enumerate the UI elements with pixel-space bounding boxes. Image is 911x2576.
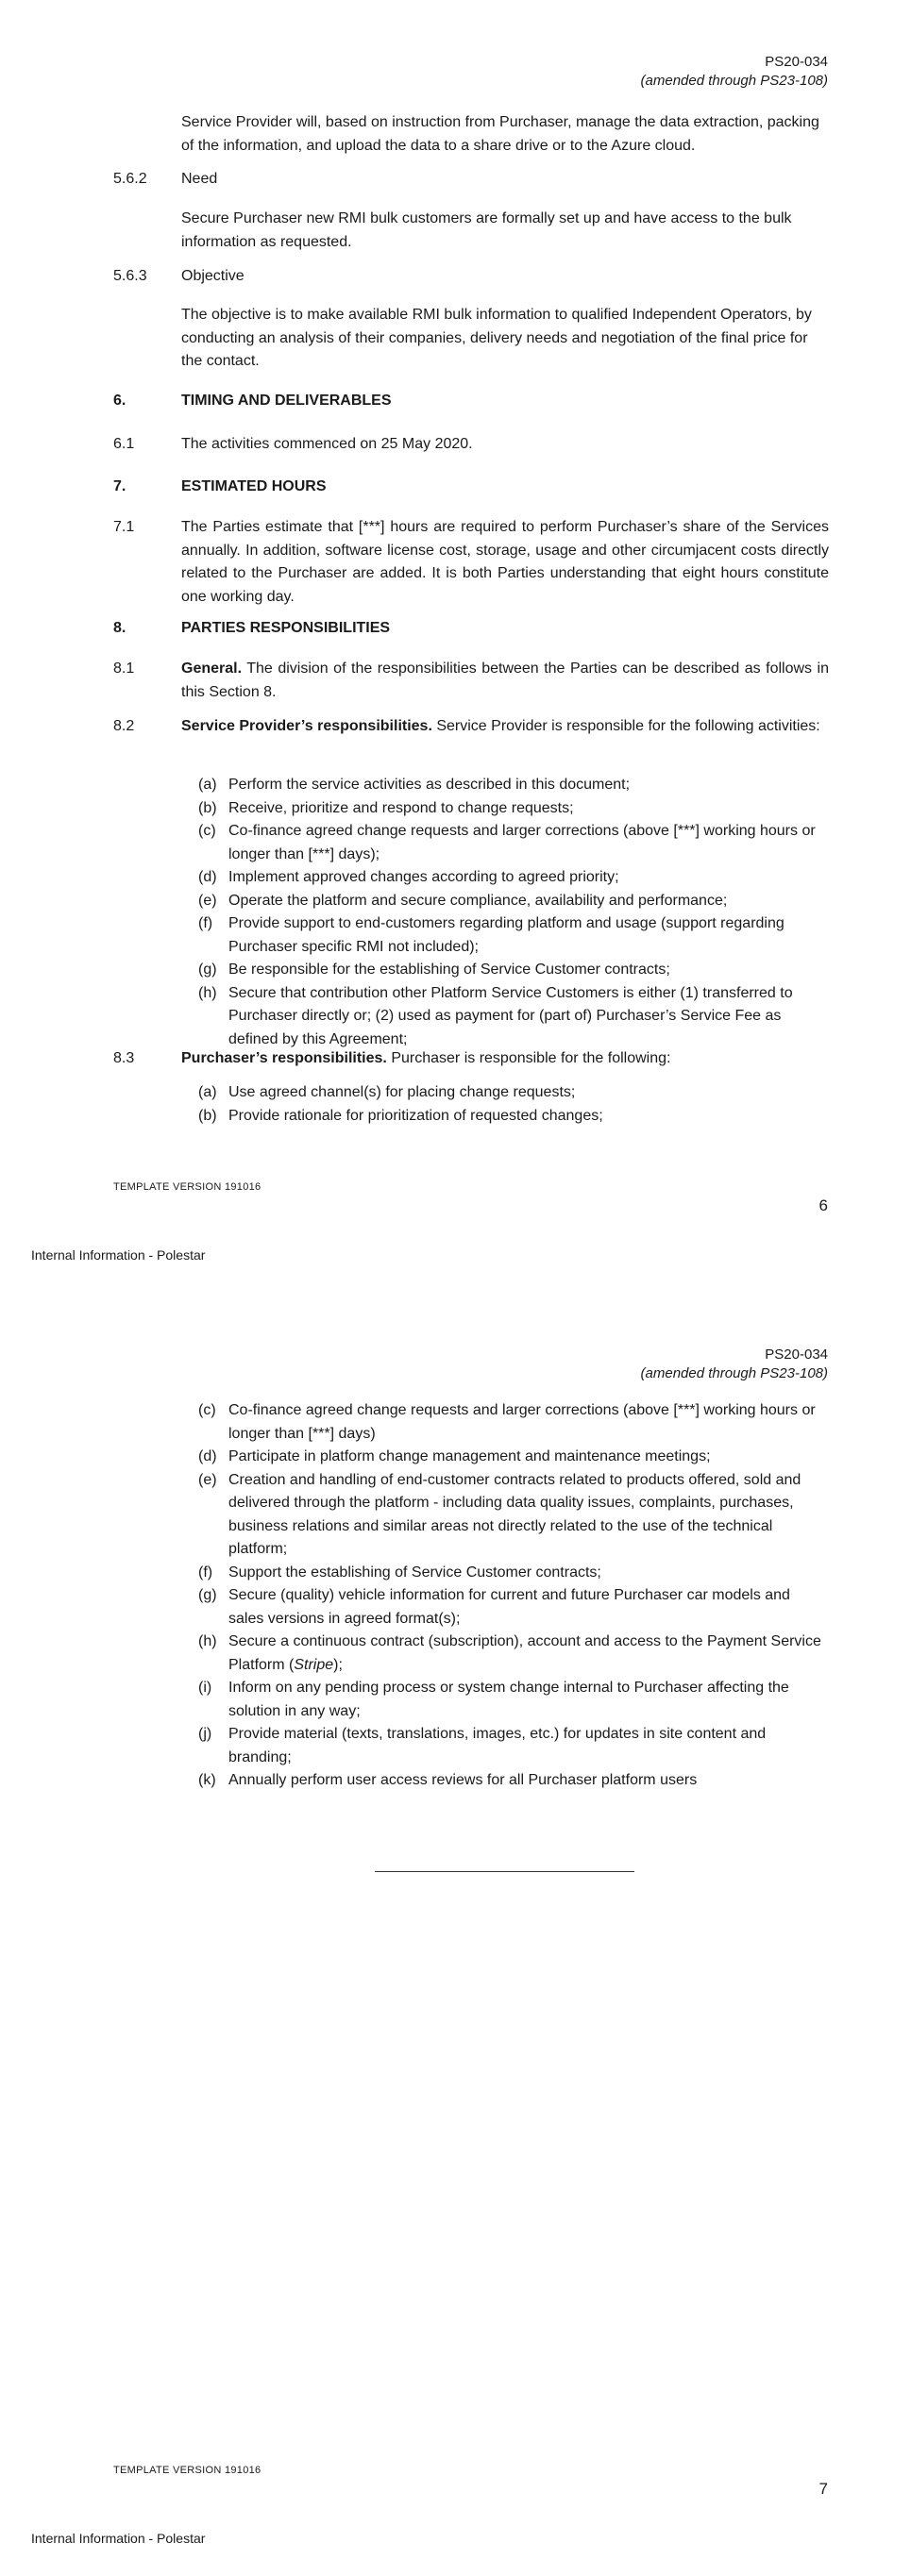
section-number-7: 7. — [113, 478, 127, 494]
list-item-label: (c) — [198, 1402, 216, 1418]
list-item-text: Secure (quality) vehicle information for current and future Purchaser car models and sales versions in agreed format(s); — [228, 1587, 790, 1627]
list-item — [198, 1769, 829, 1793]
list-item-label: (g) — [198, 962, 217, 978]
list-item-text-end: ); — [333, 1656, 343, 1673]
service-provider-list — [198, 774, 829, 1051]
list-item-label: (g) — [198, 1587, 217, 1603]
list-item-text: Be responsible for the establishing of Service Customer contracts; — [228, 962, 670, 978]
list-item-text: Operate the platform and secure compliance, availability and performance; — [228, 892, 728, 909]
list-item-label: (i) — [198, 1680, 212, 1696]
list-item — [198, 1469, 829, 1562]
purchaser-lead: Purchaser’s responsibilities. — [181, 1050, 387, 1066]
list-item-label: (a) — [198, 777, 217, 793]
list-item — [198, 1584, 829, 1631]
purchaser-list-continued — [198, 1399, 829, 1793]
template-version: TEMPLATE VERSION 191016 — [113, 2465, 261, 2476]
list-item-text: Provide rationale for prioritization of requested changes; — [228, 1107, 603, 1124]
timing-paragraph: The activities commenced on 25 May 2020. — [181, 436, 473, 452]
general-paragraph — [181, 658, 829, 704]
page-number: 6 — [818, 1196, 828, 1214]
document-id: PS20-034 — [765, 54, 828, 70]
list-item-text: Use agreed channel(s) for placing change requests; — [228, 1084, 576, 1100]
service-provider-text: Service Provider is responsible for the following activities: — [431, 718, 820, 734]
purchaser-text: Purchaser is responsible for the following: — [386, 1050, 671, 1066]
list-item-text: Co-finance agreed change requests and larger corrections (above [***] working hours or longer than [***] days) — [228, 1402, 816, 1442]
list-item — [198, 982, 829, 1052]
list-item-label: (f) — [198, 915, 213, 931]
section-number-8-3: 8.3 — [113, 1050, 135, 1066]
classification-footer: Internal Information - Polestar — [31, 1247, 206, 1263]
section-number-8: 8. — [113, 620, 127, 636]
list-item — [198, 890, 829, 913]
list-item — [198, 774, 829, 797]
list-item-label: (h) — [198, 1633, 217, 1649]
need-paragraph: Secure Purchaser new RMI bulk customers are formally set up and have access to the bulk information as requested. — [181, 210, 792, 250]
list-item — [198, 1631, 829, 1677]
list-item-label: (k) — [198, 1772, 216, 1788]
list-item — [198, 866, 829, 890]
estimated-hours-paragraph: The Parties estimate that [***] hours are required to perform Purchaser’s share of the Services annually. In addition, software license cost, storage, usage and other circumjacent costs directly related to the Purchaser are added. It is both Parties understanding that eight hours constitute one working day. — [181, 519, 829, 605]
classification-footer: Internal Information - Polestar — [31, 2531, 206, 2546]
list-item-label: (d) — [198, 1448, 217, 1464]
document-page-7 — [0, 1293, 911, 2576]
list-item-label: (e) — [198, 1471, 217, 1488]
list-item-text: Inform on any pending process or system change internal to Purchaser affecting the solution in any way; — [228, 1680, 789, 1719]
list-item-label: (c) — [198, 823, 216, 839]
list-item-text: Annually perform user access reviews for all Purchaser platform users — [228, 1772, 698, 1788]
section-number-6: 6. — [113, 393, 127, 409]
document-id: PS20-034 — [765, 1347, 828, 1363]
section-number-6-1: 6.1 — [113, 436, 135, 452]
list-item — [198, 1399, 829, 1446]
list-item-label: (e) — [198, 892, 217, 909]
purchaser-paragraph — [181, 1047, 829, 1071]
list-item — [198, 1081, 829, 1105]
section-number-5-6-3: 5.6.3 — [113, 268, 147, 284]
list-item-text: Secure that contribution other Platform Service Customers is either (1) transferred to Purchaser directly or; (2) used as payment for (part of) Purchaser’s Service Fee as defined by this Agreement; — [228, 984, 793, 1047]
list-item-italic-text: Stripe — [294, 1656, 334, 1673]
list-item-label: (d) — [198, 869, 217, 885]
list-item-text: Support the establishing of Service Customer contracts; — [228, 1564, 601, 1581]
list-item — [198, 1677, 829, 1723]
list-item-label: (j) — [198, 1726, 212, 1742]
list-item-label: (a) — [198, 1084, 217, 1100]
section-number-8-1: 8.1 — [113, 661, 135, 677]
list-item-text: Provide material (texts, translations, images, etc.) for updates in site content and branding; — [228, 1726, 767, 1765]
list-item-label: (h) — [198, 984, 217, 1001]
section-heading-estimated-hours: ESTIMATED HOURS — [181, 478, 327, 494]
general-text: The division of the responsibilities between the Parties can be described as follows in this Section 8. — [181, 661, 829, 700]
list-item-label: (b) — [198, 799, 217, 816]
document-header — [641, 1346, 828, 1383]
section-title-need: Need — [181, 171, 218, 187]
list-item-text: Co-finance agreed change requests and larger corrections (above [***] working hours or longer than [***] days); — [228, 823, 816, 862]
purchaser-list — [198, 1081, 829, 1128]
section-number-8-2: 8.2 — [113, 718, 135, 734]
end-of-document-rule — [375, 1871, 634, 1872]
list-item-text: Participate in platform change management and maintenance meetings; — [228, 1448, 711, 1464]
list-item-label: (f) — [198, 1564, 213, 1581]
list-item-text: Provide support to end-customers regarding platform and usage (support regarding Purchaser specific RMI not included); — [228, 915, 784, 955]
objective-paragraph: The objective is to make available RMI bulk information to qualified Independent Operators, by conducting an analysis of their companies, delivery needs and negotiation of the final price for the contact. — [181, 307, 812, 369]
list-item — [198, 1446, 829, 1469]
general-lead: General. — [181, 661, 243, 677]
list-item-text: Creation and handling of end-customer contracts related to products offered, sold and delivered through the platform - including data quality issues, complaints, purchases, business relations and similar areas not directly related to the use of the technical platform; — [228, 1471, 801, 1557]
list-item-text: Perform the service activities as described in this document; — [228, 777, 631, 793]
list-item — [198, 959, 829, 982]
section-number-5-6-2: 5.6.2 — [113, 171, 147, 187]
template-version: TEMPLATE VERSION 191016 — [113, 1181, 261, 1193]
list-item-label: (b) — [198, 1107, 217, 1124]
list-item — [198, 797, 829, 821]
list-item — [198, 912, 829, 959]
list-item — [198, 1723, 829, 1769]
document-header — [641, 53, 828, 91]
list-item — [198, 1105, 829, 1129]
amendment-note: (amended through PS23-108) — [640, 73, 828, 89]
list-item-text: Secure a continuous contract (subscription), account and access to the Payment Service Platform ( — [228, 1633, 821, 1673]
section-number-7-1: 7.1 — [113, 519, 135, 535]
list-item-text: Receive, prioritize and respond to change requests; — [228, 799, 574, 816]
page-number: 7 — [818, 2480, 828, 2498]
amendment-note: (amended through PS23-108) — [640, 1365, 828, 1381]
list-item-text: Implement approved changes according to agreed priority; — [228, 869, 619, 885]
section-heading-timing: TIMING AND DELIVERABLES — [181, 393, 392, 409]
service-provider-lead: Service Provider’s responsibilities. — [181, 718, 432, 734]
section-title-objective: Objective — [181, 268, 245, 284]
intro-paragraph: Service Provider will, based on instruction from Purchaser, manage the data extraction, packing of the information, and upload the data to a share drive or to the Azure cloud. — [181, 114, 819, 154]
list-item — [198, 820, 829, 866]
service-provider-paragraph — [181, 715, 829, 739]
list-item — [198, 1562, 829, 1585]
section-heading-responsibilities: PARTIES RESPONSIBILITIES — [181, 620, 391, 636]
